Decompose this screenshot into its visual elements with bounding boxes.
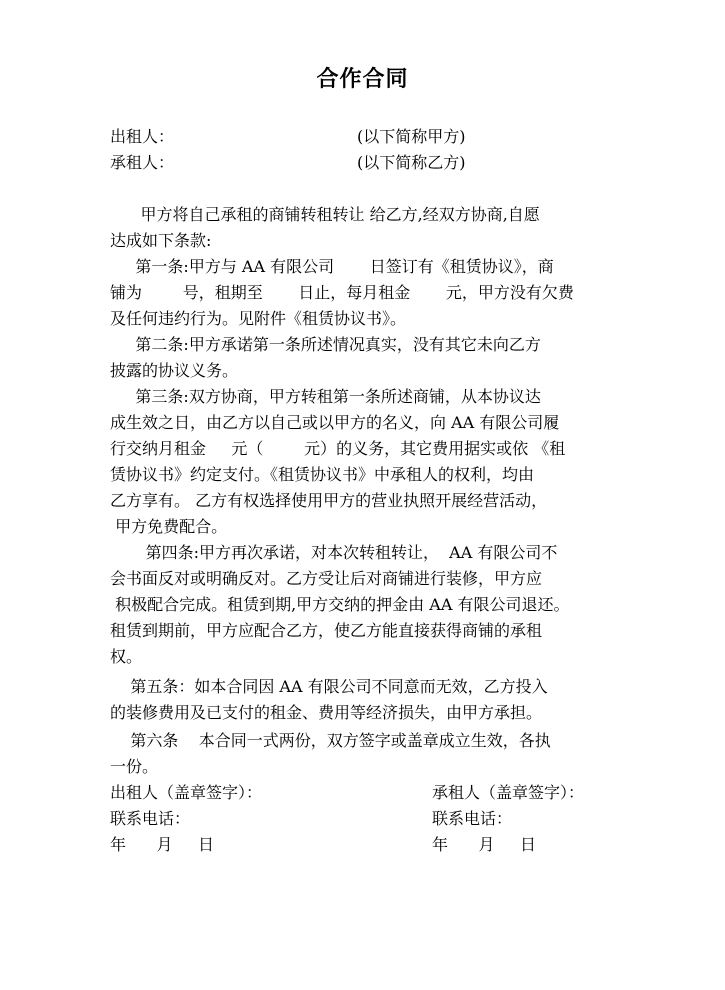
clause-4-line: 第四条:甲方再次承诺，对本次转租转让， AA 有限公司不 bbox=[110, 543, 558, 562]
lessor-signature-label: 出租人（盖章签字）： bbox=[110, 783, 263, 802]
lessee-label: 承租人： bbox=[110, 153, 175, 172]
body-line: 甲方免费配合。 bbox=[110, 517, 228, 536]
body-line: 的装修费用及已支付的租金、费用等经济损失，由甲方承担。 bbox=[110, 703, 543, 722]
lessee-phone-label: 联系电话： bbox=[432, 809, 513, 828]
body-line: 行交纳月租金 元（ 元）的义务，其它费用据实或依 《租 bbox=[110, 439, 566, 458]
lessee-date-label: 年 月 日 bbox=[432, 835, 536, 854]
clause-3-line: 第三条:双方协商，甲方转租第一条所述商铺，从本协议达 bbox=[110, 387, 541, 406]
body-line: 披露的协议义务。 bbox=[110, 361, 239, 380]
body-line: 会书面反对或明确反对。乙方受让后对商铺进行装修，甲方应 bbox=[110, 569, 543, 588]
lessor-note: (以下简称甲方) bbox=[357, 127, 466, 146]
body-line: 一份。 bbox=[110, 757, 159, 776]
clause-5-line: 第五条：如本合同因 AA 有限公司不同意而无效，乙方投入 bbox=[110, 677, 548, 696]
body-line: 铺为 号，租期至 日止，每月租金 元，甲方没有欠费 bbox=[110, 283, 574, 302]
lessee-note: (以下简称乙方) bbox=[357, 153, 466, 172]
lessee-signature-label: 承租人（盖章签字）： bbox=[432, 783, 585, 802]
lessor-label: 出租人： bbox=[110, 127, 175, 146]
body-line: 赁协议书》约定支付。《租赁协议书》中承租人的权利，均由 bbox=[110, 465, 535, 484]
body-line: 积极配合完成。租赁到期,甲方交纳的押金由 AA 有限公司退还。 bbox=[110, 595, 570, 614]
body-line: 及任何违约行为。见附件《租赁协议书》。 bbox=[110, 309, 407, 328]
body-line: 成生效之日，由乙方以自己或以甲方的名义，向 AA 有限公司履 bbox=[110, 413, 560, 432]
lessor-phone-label: 联系电话： bbox=[110, 809, 191, 828]
clause-1-line: 第一条:甲方与 AA 有限公司 日签订有《租赁协议》，商 bbox=[110, 257, 554, 276]
body-line: 权。 bbox=[110, 647, 143, 666]
lessor-date-label: 年 月 日 bbox=[110, 835, 214, 854]
clause-6-line: 第六条 本合同一式两份，双方签字或盖章成立生效，各执 bbox=[110, 731, 551, 750]
body-line: 乙方享有。 乙方有权选择使用甲方的营业执照开展经营活动， bbox=[110, 491, 548, 510]
body-line: 达成如下条款: bbox=[110, 231, 212, 250]
document-title: 合作合同 bbox=[316, 66, 409, 92]
body-line: 租赁到期前，甲方应配合乙方，使乙方能直接获得商铺的承租 bbox=[110, 621, 543, 640]
body-line: 甲方将自己承租的商铺转租转让 给乙方,经双方协商,自愿 bbox=[110, 205, 540, 224]
clause-2-line: 第二条:甲方承诺第一条所述情况真实，没有其它未向乙方 bbox=[110, 335, 541, 354]
